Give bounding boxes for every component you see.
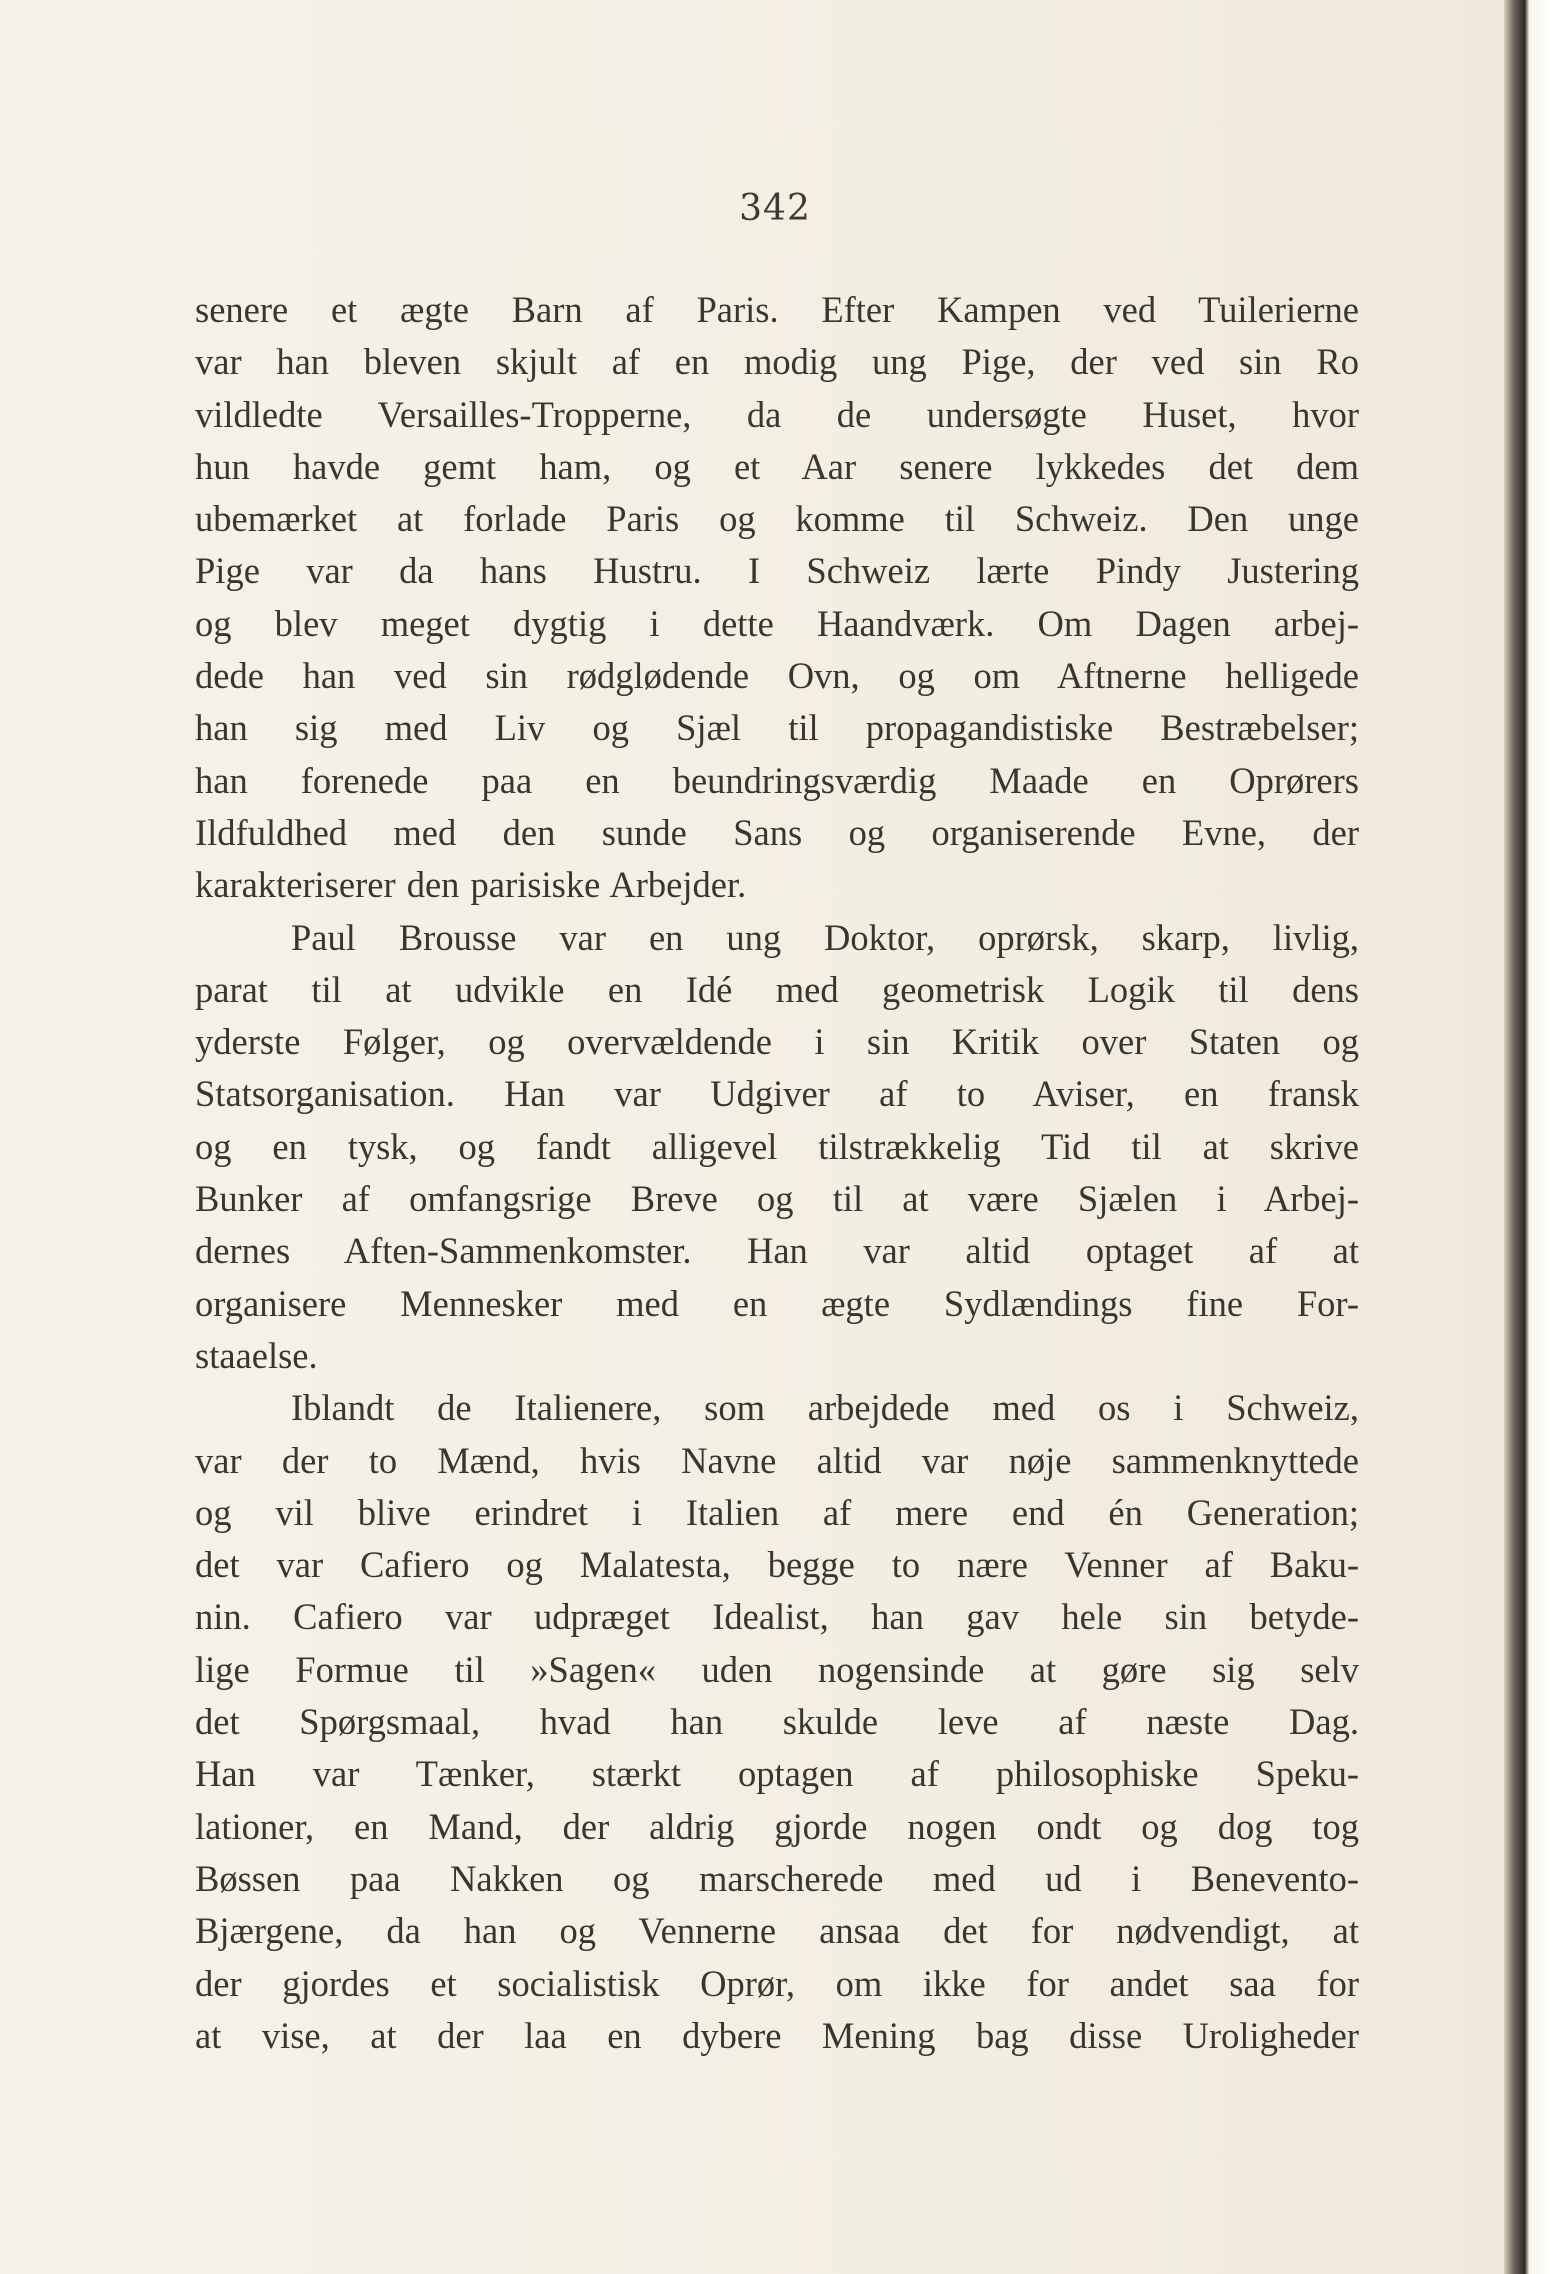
text-line: Pige var da hans Hustru. I Schweiz lærte Pindy Justering	[195, 550, 1359, 592]
page-edge	[1504, 0, 1550, 2274]
text-line: lige Formue til »Sagen« uden nogensinde at gøre sig selv	[195, 1648, 1359, 1690]
text-line: dernes Aften-Sammenkomster. Han var altid optaget af at	[195, 1230, 1359, 1272]
text-line: Bjærgene, da han og Vennerne ansaa det for nødvendigt, at	[195, 1910, 1359, 1952]
text-line: og blev meget dygtig i dette Haandværk. Om Dagen arbej-	[195, 602, 1359, 644]
text-line: lationer, en Mand, der aldrig gjorde nogen ondt og dog tog	[195, 1805, 1359, 1847]
text-line: senere et ægte Barn af Paris. Efter Kampen ved Tuilerierne	[195, 289, 1359, 330]
text-line: det var Cafiero og Malatesta, begge to nære Venner af Baku-	[195, 1544, 1359, 1586]
text-line: han sig med Liv og Sjæl til propagandistiske Bestræbelser;	[195, 707, 1359, 749]
text-line: han forenede paa en beundringsværdig Maade en Oprørers	[195, 759, 1359, 801]
text-line: Bunker af omfangsrige Breve og til at være Sjælen i Arbej-	[195, 1178, 1359, 1220]
text-line: var der to Mænd, hvis Navne altid var nøje sammenknyttede	[195, 1439, 1359, 1481]
text-line: hun havde gemt ham, og et Aar senere lykkedes det dem	[195, 445, 1359, 487]
text-line: dede han ved sin rødglødende Ovn, og om Aftnerne helligede	[195, 655, 1359, 697]
text-line: og vil blive erindret i Italien af mere end én Generation;	[195, 1491, 1359, 1533]
text-line: staaelse.	[195, 1334, 318, 1376]
page-number: 342	[739, 188, 811, 229]
text-line: Bøssen paa Nakken og marscherede med ud i Benevento-	[195, 1857, 1359, 1899]
text-line: Paul Brousse var en ung Doktor, oprørsk, skarp, livlig,	[291, 916, 1359, 958]
text-line: Ildfuldhed med den sunde Sans og organiserende Evne, der	[195, 811, 1359, 853]
body-text	[195, 284, 1359, 2062]
text-line: parat til at udvikle en Idé med geometrisk Logik til dens	[195, 968, 1359, 1010]
text-line: vildledte Versailles-Tropperne, da de undersøgte Huset, hvor	[195, 393, 1359, 435]
text-line: nin. Cafiero var udpræget Idealist, han gav hele sin betyde-	[195, 1596, 1359, 1638]
text-line: organisere Mennesker med en ægte Sydlændings fine For-	[195, 1282, 1359, 1324]
text-line: at vise, at der laa en dybere Mening bag disse Uroligheder	[195, 2014, 1359, 2056]
text-line: ubemærket at forlade Paris og komme til Schweiz. Den unge	[195, 498, 1359, 540]
text-line: der gjordes et socialistisk Oprør, om ikke for andet saa for	[195, 1962, 1359, 2004]
text-line: Han var Tænker, stærkt optagen af philosophiske Speku-	[195, 1753, 1359, 1795]
text-line: karakteriserer den parisiske Arbejder.	[195, 864, 747, 906]
text-line: yderste Følger, og overvældende i sin Kritik over Staten og	[195, 1021, 1359, 1063]
text-line: Iblandt de Italienere, som arbejdede med os i Schweiz,	[291, 1387, 1359, 1429]
text-line: og en tysk, og fandt alligevel tilstrækkelig Tid til at skrive	[195, 1125, 1359, 1167]
text-line: var han bleven skjult af en modig ung Pige, der ved sin Ro	[195, 341, 1359, 383]
text-line: Statsorganisation. Han var Udgiver af to Aviser, en fransk	[195, 1073, 1359, 1115]
text-line: det Spørgsmaal, hvad han skulde leve af næste Dag.	[195, 1701, 1359, 1743]
